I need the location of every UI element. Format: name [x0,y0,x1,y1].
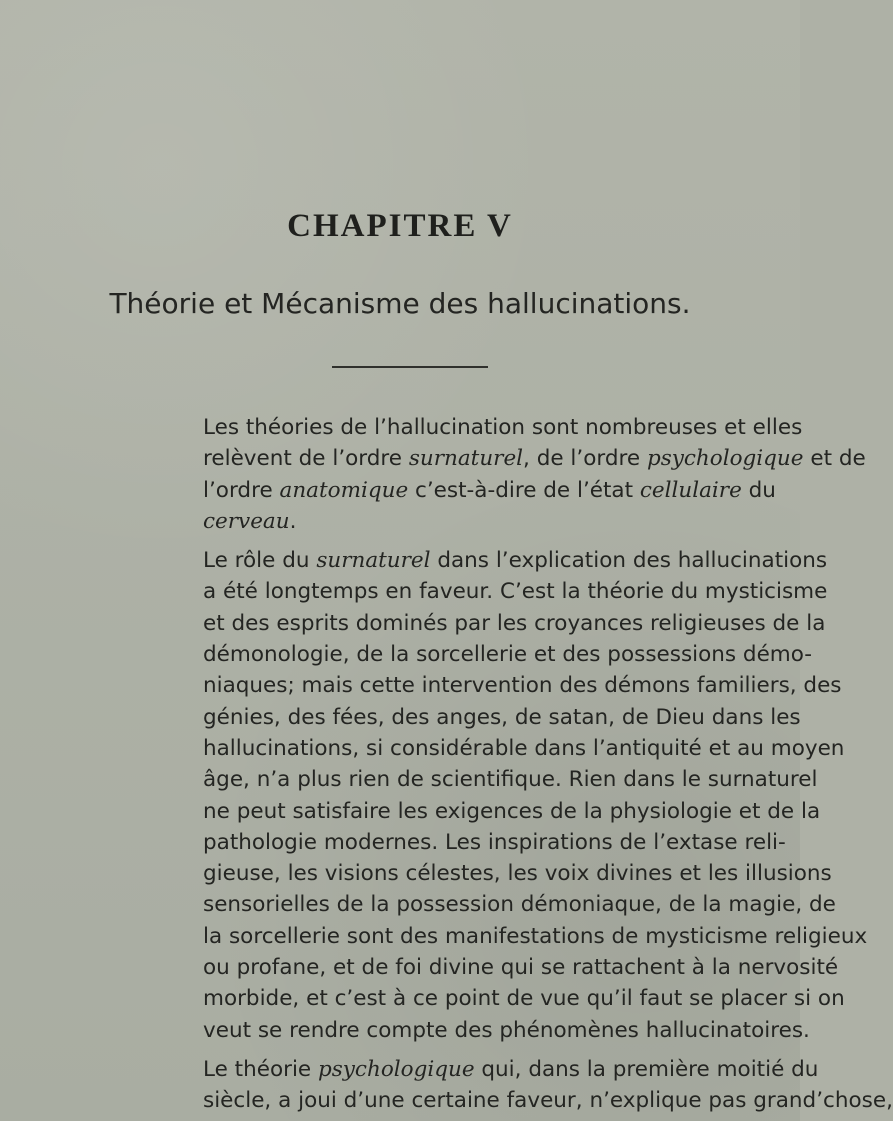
italic-term: surnaturel [316,548,431,574]
text-run: c’est-à-dire de l’état [408,477,640,503]
text-line [203,639,813,670]
text-line [203,506,671,537]
text-run: Les théories de l’hallucination sont nombreuses et elles [203,415,803,440]
text-run: siècle, a joui d’une certaine faveur, n’explique pas grand’chose, [203,1088,893,1114]
text-run: relèvent de l’ordre [203,446,409,472]
italic-term: cerveau [203,508,290,534]
italic-term: anatomique [279,477,409,503]
text-line [203,443,866,474]
chapter-subtitle: Théorie et Mécanisme des hallucinations. [109,287,691,320]
paragraph [203,412,866,537]
text-run: Le théorie [203,1056,318,1082]
text-run: niaques; mais cette intervention des démons familiers, des [203,673,842,699]
text-run: hallucinations, si considérable dans l’antiquité et au moyen [203,735,845,761]
text-line [203,1085,893,1116]
text-run: qui, dans la première moitié du [474,1056,819,1082]
text-line [203,576,828,607]
text-line [203,889,836,920]
text-run: du [741,477,776,503]
text-line [203,952,839,983]
text-line [203,1015,810,1046]
text-run: sensorielles de la possession démoniaque, de la magie, de [203,892,836,918]
text-run: gieuse, les visions célestes, les voix divines et les illusions [203,861,832,887]
italic-term: cellulaire [639,477,742,503]
italic-term: psychologique [317,1056,475,1082]
text-run: génies, des fées, des anges, de satan, de Dieu dans les [203,704,801,730]
text-line [203,827,786,858]
text-line [203,796,821,827]
text-run: la sorcellerie sont des manifestations de mysticisme religieux [203,923,868,949]
text-run: âge, n’a plus rien de scientifique. Rien dans le surnaturel [203,767,818,793]
title-rule [332,366,488,368]
body-text [203,412,893,1117]
chapter-title: CHAPITRE V [287,208,513,244]
text-line [203,764,818,795]
text-line [203,412,803,443]
text-line [203,702,801,733]
paragraph [203,545,868,1046]
text-run: morbide, et c’est à ce point de vue qu’il faut se placer si on [203,986,845,1012]
text-run: veut se rendre compte des phénomènes hallucinatoires. [203,1017,810,1043]
paragraph [203,1054,893,1117]
text-line [203,733,845,764]
paragraph-gap [203,1046,671,1054]
text-run: Le rôle du [203,548,317,574]
text-line [203,608,826,639]
italic-term: psychologique [646,446,804,472]
italic-term: surnaturel [408,446,524,472]
text-line [203,858,832,889]
text-run: et de [803,446,866,472]
text-run: pathologie modernes. Les inspirations de l’extase reli- [203,829,786,855]
text-run: ne peut satisfaire les exigences de la physiologie et de la [203,798,821,824]
text-line [203,921,868,952]
text-run: , de l’ordre [523,446,647,472]
text-line [203,670,842,701]
text-run: a été longtemps en faveur. C’est la théorie du mysticisme [203,579,828,605]
text-run: . [289,508,297,534]
text-line [203,983,845,1014]
text-run: l’ordre [203,477,280,503]
text-run: démonologie, de la sorcellerie et des possessions démo- [203,642,813,668]
text-run: ou profane, et de foi divine qui se rattachent à la nervosité [203,955,839,981]
paragraph-gap [203,537,671,545]
text-line [203,475,776,506]
text-line [203,1054,819,1085]
text-run: et des esprits dominés par les croyances religieuses de la [203,610,826,636]
text-line [203,545,828,576]
text-run: dans l’explication des hallucinations [430,548,828,574]
